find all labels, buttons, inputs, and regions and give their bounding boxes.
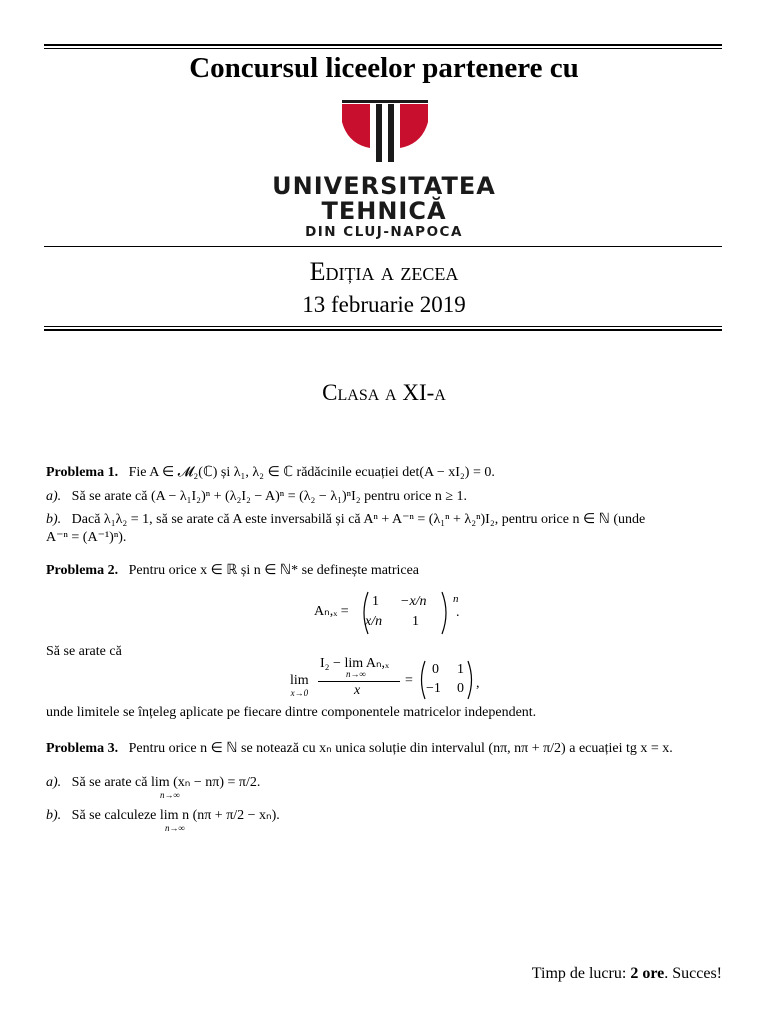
university-name-line1: UNIVERSITATEA — [272, 172, 496, 200]
problem-3-part-b — [46, 808, 280, 824]
matrix-r1c2: −x/n — [400, 594, 427, 609]
footer-time — [532, 965, 722, 983]
footer-suffix: . Succes! — [664, 965, 722, 982]
top-rule-thin — [44, 48, 722, 49]
limit-x-under: x→0 — [290, 688, 309, 698]
problem-1-a-text: Să se arate că (A − λ₁I₂)ⁿ + (λ₂I₂ − A)ⁿ = (λ₂ − λ₁)ⁿI₂ pentru orice n ≥ 1. — [71, 489, 468, 504]
problem-3-b-label: b). — [46, 808, 62, 823]
mid-rule — [44, 246, 722, 247]
problem-2-text: Pentru orice x ∈ ℝ și n ∈ ℕ* se definește matricea — [128, 563, 420, 578]
logo-center-bar2 — [388, 104, 394, 162]
problem-3-a-expr: lim (xₙ − nπ) = π/2. — [150, 775, 261, 790]
university-name-line3: DIN CLUJ-NAPOCA — [305, 224, 463, 240]
problem-3-b-text: Să se calculeze — [71, 808, 157, 823]
problem-1-statement — [46, 465, 495, 481]
limit-numerator-under: n→∞ — [346, 669, 366, 679]
matrix-r2c2: 1 — [412, 614, 419, 629]
problem-3-label: Problema 3. — [46, 741, 119, 756]
problem-3-a-label: a). — [46, 775, 62, 790]
problem-2-label: Problema 2. — [46, 563, 119, 578]
problem-3-part-a — [46, 775, 260, 791]
svg-text:n: n — [453, 593, 459, 605]
problem-2-statement — [46, 563, 419, 579]
limit-x-operator — [290, 673, 309, 698]
problem-3-interval: (nπ, nπ + π/2) — [488, 741, 566, 756]
problem-1-a-label: a). — [46, 489, 62, 504]
date-rule — [44, 326, 722, 327]
class-title: Clasa a XI-a — [322, 380, 446, 405]
matrix-period: . — [456, 605, 460, 620]
problem-1-label: Problema 1. — [46, 465, 119, 480]
logo-top-bar — [342, 100, 428, 103]
result-r1c1: 0 — [432, 662, 439, 677]
top-rule — [44, 44, 722, 46]
logo-right-shape — [400, 104, 428, 148]
date-rule-thick — [44, 329, 722, 331]
contest-date: 13 februarie 2019 — [302, 292, 466, 317]
result-r2c2: 0 — [457, 681, 464, 696]
footer-time-value: 2 ore — [630, 965, 665, 982]
limit-numerator-text: I₂ − lim Aₙ,ₓ — [320, 656, 390, 671]
problem-1-part-a — [46, 489, 467, 505]
footer-prefix: Timp de lucru: — [531, 965, 627, 982]
problem-1-b-text: Dacă λ₁λ₂ = 1, să se arate că A este inversabilă și că Aⁿ + A⁻ⁿ = (λ₁ⁿ + λ₂ⁿ)I₂, pentru orice n ∈ ℕ (unde — [71, 512, 646, 527]
problem-1-part-b — [46, 512, 645, 528]
matrix-r1c1: 1 — [372, 594, 379, 609]
logo-left-shape — [342, 104, 370, 148]
university-name-line2: TEHNICĂ — [321, 197, 447, 225]
matrix-lhs: Aₙ,ₓ = — [314, 604, 349, 619]
result-r2c1: −1 — [426, 681, 441, 696]
problem-3-text-end: a ecuației tg x = x. — [569, 741, 673, 756]
logo-center-bar — [376, 104, 382, 162]
problem-2-note: unde limitele se înțeleg aplicate pe fiecare dintre componentele matricelor independent. — [46, 705, 537, 720]
result-comma: , — [476, 676, 480, 691]
contest-title: Concursul liceelor partenere cu — [189, 52, 579, 84]
problem-1-part-b-cont: A⁻ⁿ = (A⁻¹)ⁿ). — [46, 530, 127, 545]
edition-title: Ediția a zecea — [309, 257, 459, 286]
problem-2-show: Să se arate că — [46, 644, 122, 659]
limit-equals: = — [405, 673, 413, 688]
problem-3-statement — [46, 741, 673, 757]
problem-3-text: Pentru orice n ∈ ℕ se notează cu xₙ unica soluție din intervalul — [128, 741, 485, 756]
problem-3-b-expr: lim n (nπ + π/2 − xₙ). — [159, 808, 280, 823]
problem-3-a-text: Să se arate că — [71, 775, 148, 790]
limit-fraction-bar — [318, 681, 400, 682]
result-r1c2: 1 — [457, 662, 464, 677]
limit-denominator: x — [354, 683, 361, 698]
limit-x-word: lim — [290, 673, 309, 688]
problem-3-a-lim-under: n→∞ — [160, 790, 180, 800]
problem-1-text: Fie A ∈ 𝓜₂(ℂ) și λ₁, λ₂ ∈ ℂ rădăcinile ecuației det(A − xI₂) = 0. — [128, 465, 495, 480]
utcn-logo-icon — [340, 100, 430, 166]
matrix-r2c1: x/n — [365, 614, 383, 629]
problem-3-b-lim-under: n→∞ — [165, 823, 185, 833]
problem-1-b-label: b). — [46, 512, 62, 527]
